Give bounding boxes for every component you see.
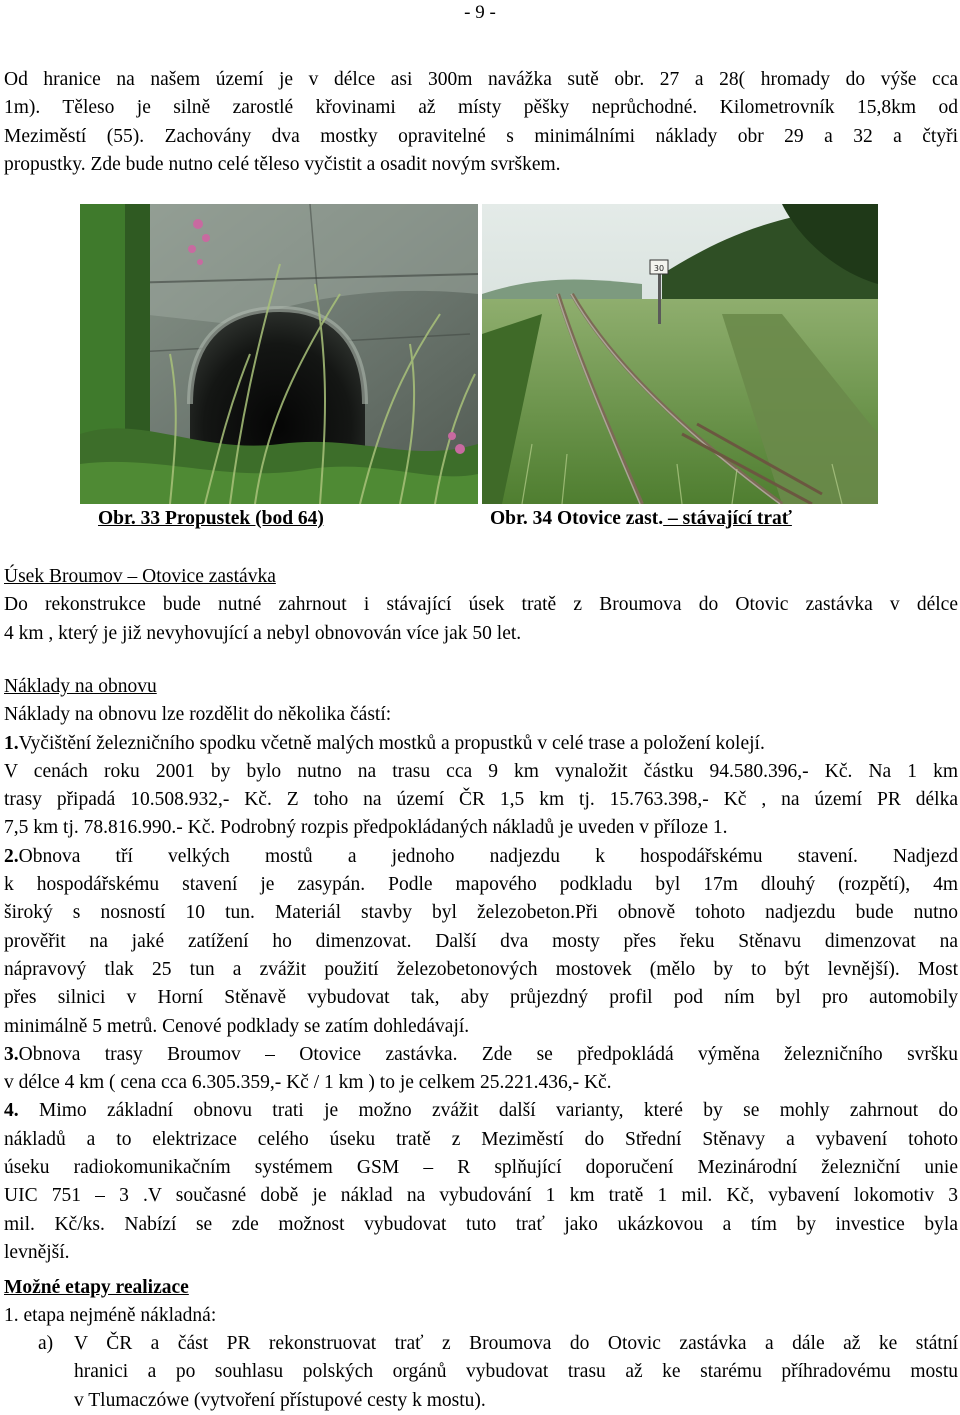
item-line: UIC 751 – 3 .V současné době je náklad na vybudování 1 km tratě 1 mil. Kč, vybavení lokomotiv 3 (4, 1185, 958, 1207)
section-heading-text: Možné etapy realizace (4, 1277, 189, 1298)
section-broumov-otovice (4, 563, 958, 648)
intro-line: Od hranice na našem území je v délce asi 300m navážka sutě obr. 27 a 28( hromady do výše cca (4, 69, 958, 90)
item-number: 4. (4, 1100, 19, 1122)
item-number: 1. (4, 732, 19, 754)
section-intro: Náklady na obnovu lze rozdělit do několika částí: (4, 704, 392, 726)
caption-right-underlined: – stávající trať (663, 508, 792, 529)
caption-right-text: Obr. 34 Otovice zast. (490, 508, 664, 529)
section-heading (4, 1274, 958, 1302)
item-line: mil. Kč/ks. Nabízí se zde možnost vybudovat tuto trať jako ukázkovou a tím by investice byla (4, 1213, 958, 1235)
item-line: levnější. (4, 1241, 70, 1263)
item-4 (4, 1097, 958, 1125)
section-heading (4, 563, 958, 591)
item-line: přes silnici v Horní Stěnavě vybudovat tak, aby průjezdný profil pod ním byl pro automobily (4, 987, 958, 1009)
intro-paragraph (4, 66, 958, 179)
item-line: v délce 4 km ( cena cca 6.305.359,- Kč / 1 km ) to je celkem 25.221.436,- Kč. (4, 1072, 612, 1094)
item-label: a) (38, 1333, 54, 1354)
section-heading (4, 673, 958, 701)
caption-left (98, 508, 324, 530)
item-number: 2. (4, 845, 19, 867)
stage-1: 1. etapa nejméně nákladná: (4, 1305, 217, 1327)
item-line: Vyčištění železničního spodku včetně malých mostků a propustků v celé trase a položení kolejí. (18, 732, 765, 754)
photo-track (482, 204, 878, 504)
item-line: Mimo základní obnovu trati je možno zvážit další varianty, které by se mohly zahrnout do (18, 1100, 958, 1122)
item-line: trasy připadá 10.508.932,- Kč. Z toho na území ČR 1,5 km tj. 15.763.398,- Kč , na území PR délka (4, 789, 958, 811)
section-heading-text: Náklady na obnovu (4, 676, 157, 697)
item-line: Obnova tří velkých mostů a jednoho nadjezdu k hospodářskému stavení. Nadjezd (18, 845, 958, 867)
caption-right (490, 508, 792, 530)
intro-line: Meziměstí (55). Zachovány dva mostky opravitelné s minimálními náklady obr 29 a 32 a čtyři (4, 125, 958, 147)
culvert-image (80, 204, 478, 504)
item-line: V cenách roku 2001 by bylo nutno na trasu cca 9 km vynaložit částku 94.580.396,- Kč. Na 1 km (4, 760, 958, 782)
photo-culvert (80, 204, 478, 504)
item-3 (4, 1041, 958, 1069)
item-line: nápravový tlak 25 tun a zvážit použití železobetonových mostovek (mělo by to být levnější). Most (4, 958, 958, 980)
item-line: k hospodářskému stavení je zasypán. Podle mapového podkladu byl 17m dlouhý (rozpětí), 4m (4, 874, 958, 896)
track-image (482, 204, 878, 504)
item-line: prověřit na jaké zatížení ho dimenzovat. Další dva mosty přes řeku Stěnavu dimenzovat na (4, 930, 958, 952)
section-line: 4 km , který je již nevyhovující a nebyl obnovován více jak 50 let. (4, 622, 522, 644)
stage-1-item-a (38, 1330, 958, 1415)
intro-line: propustky. Zde bude nutno celé těleso vyčistit a osadit novým svrškem. (4, 153, 561, 175)
item-number: 3. (4, 1043, 19, 1065)
section-stages (4, 1274, 958, 1331)
page-number: - 9 - (464, 2, 496, 23)
item-line: v Tlumaczówe (vytvoření přístupové cesty k mostu). (74, 1389, 486, 1411)
item-line: široký s nosností 10 tun. Materiál stavby byl železobeton.Při obnově tohoto nadjezdu bude nutno (4, 902, 958, 924)
item-1 (4, 730, 958, 758)
item-line: minimálně 5 metrů. Cenové podklady se zatím dohledávají. (4, 1015, 470, 1037)
item-line: 7,5 km tj. 78.816.990.- Kč. Podrobný rozpis předpokládaných nákladů je uveden v příloze 1. (4, 817, 728, 839)
item-line: V ČR a část PR rekonstruovat trať z Broumova do Otovic zastávka a dále až ke státní (74, 1333, 958, 1354)
sign-text: 30 (653, 264, 665, 273)
section-costs (4, 673, 958, 1267)
item-line: nákladů a to elektrizace celého úseku tratě z Meziměstí do Střední Stěnavy a vybavení tohoto (4, 1128, 958, 1150)
section-heading-text: Úsek Broumov – Otovice zastávka (4, 566, 276, 587)
item-2 (4, 843, 958, 871)
intro-line: 1m). Těleso je silně zarostlé křovinami až místy pěšky neprůchodné. Kilometrovník 15,8km od (4, 97, 958, 119)
caption-left-text: Obr. 33 Propustek (bod 64) (98, 508, 324, 529)
item-line: hranici a po souhlasu polských orgánů vybudovat trasu až ke starému příhradovému mostu (74, 1361, 958, 1383)
item-line: Obnova trasy Broumov – Otovice zastávka. Zde se předpokládá výměna železničního svršku (18, 1043, 958, 1065)
item-line: úseku radiokomunikačním systémem GSM – R splňující doporučení Mezinárodní železniční unie (4, 1157, 958, 1179)
section-line: Do rekonstrukce bude nutné zahrnout i stávající úsek tratě z Broumova do Otovic zastávka v délce (4, 594, 958, 616)
